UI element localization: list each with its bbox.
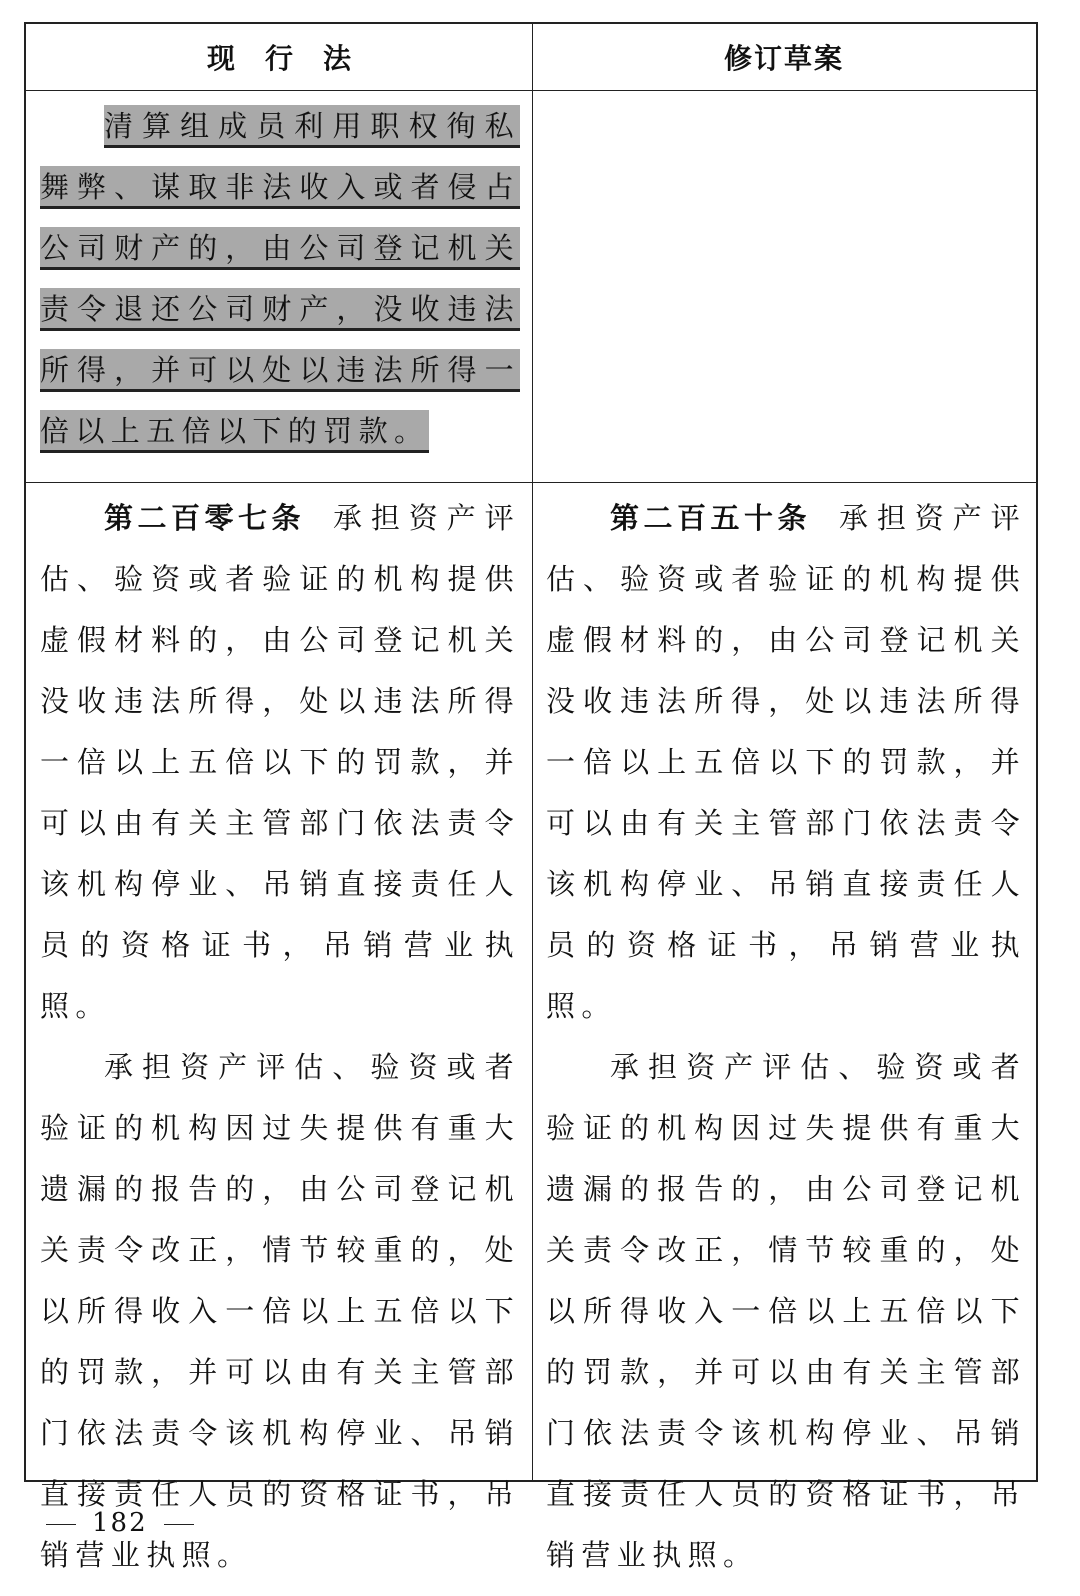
header-current-law: 现行法 xyxy=(206,42,381,75)
article-paragraph-1-current: 承担资产评估、验资或者验证的机构提供虚假材料的，由公司登记机关没收违法所得，处以违法所得一倍以上五倍以下的罚款，并可以由有关主管部门依法责令该机构停业、吊销直接责任人员的资格证书，吊销营业执照。 xyxy=(40,501,520,1023)
article-number-current: 第二百零七条 xyxy=(104,501,305,535)
article-paragraph-2-draft: 承担资产评估、验资或者验证的机构因过失提供有重大遗漏的报告的，由公司登记机关责令改正，情节较重的，处以所得收入一倍以上五倍以下的罚款，并可以由有关主管部门依法责令该机构停业、吊销直接责任人员的资格证书，吊销营业执照。 xyxy=(546,1050,1026,1572)
row1-left-cell xyxy=(40,96,520,462)
header-divider xyxy=(26,90,1036,91)
footer-dash-right xyxy=(164,1524,194,1525)
row-divider xyxy=(26,482,1036,483)
highlighted-deleted-text: 清算组成员利用职权徇私舞弊、谋取非法收入或者侵占公司财产的，由公司登记机关责令退还公司财产，没收违法所得，并可以处以违法所得一倍以上五倍以下的罚款。 xyxy=(40,105,520,453)
article-paragraph-1-draft: 承担资产评估、验资或者验证的机构提供虚假材料的，由公司登记机关没收违法所得，处以违法所得一倍以上五倍以下的罚款，并可以由有关主管部门依法责令该机构停业、吊销直接责任人员的资格证书，吊销营业执照。 xyxy=(546,501,1026,1023)
footer-dash-left xyxy=(46,1524,76,1525)
article-paragraph-2-current: 承担资产评估、验资或者验证的机构因过失提供有重大遗漏的报告的，由公司登记机关责令改正，情节较重的，处以所得收入一倍以上五倍以下的罚款，并可以由有关主管部门依法责令该机构停业、吊销直接责任人员的资格证书，吊销营业执照。 xyxy=(40,1050,520,1572)
page-footer xyxy=(30,1508,210,1538)
row2-left-cell xyxy=(40,488,520,1586)
article-number-draft: 第二百五十条 xyxy=(610,501,811,535)
header-draft: 修订草案 xyxy=(723,42,844,75)
column-divider xyxy=(532,24,533,1480)
row2-right-cell xyxy=(546,488,1026,1586)
page-number: 182 xyxy=(92,1508,148,1538)
